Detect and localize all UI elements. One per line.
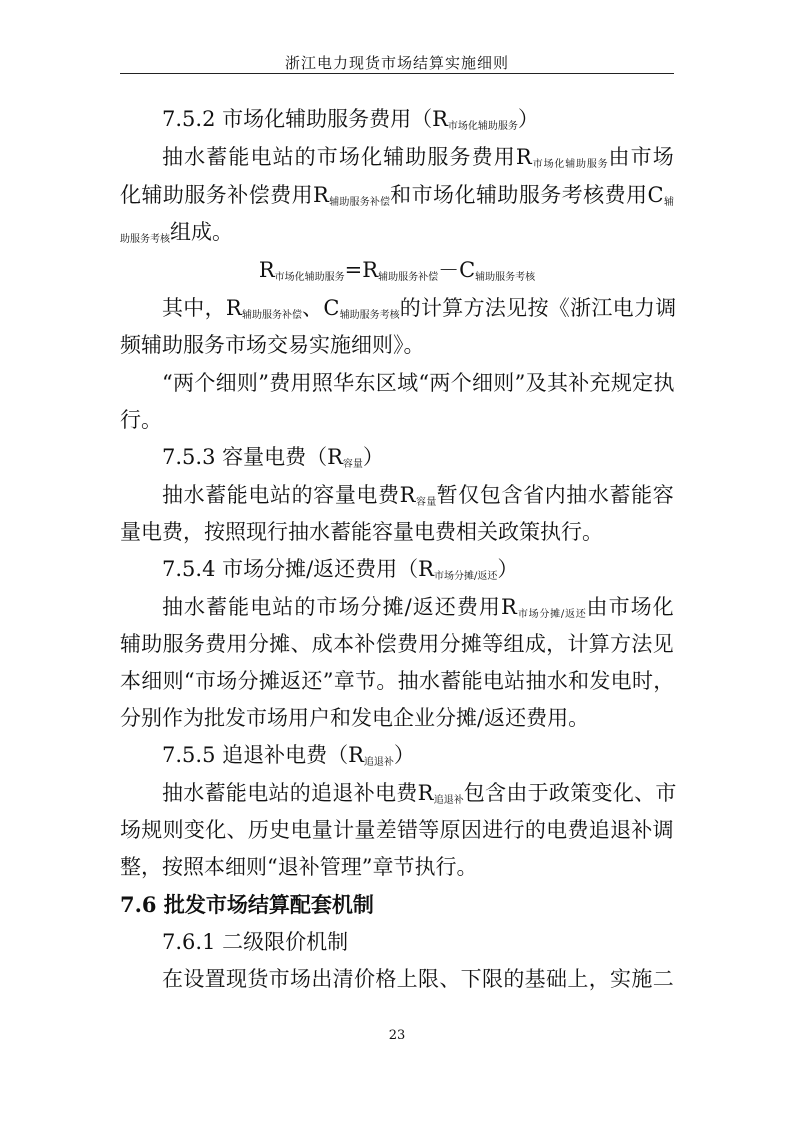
paragraph-line: “两个细则”费用照华东区域“两个细则”及其补充规定执 [162, 371, 675, 395]
paragraph-line: $_{助服务考核}$组成。 [120, 220, 233, 245]
paragraph-line: 行。 [120, 408, 162, 432]
paragraph-line: 本细则“市场分摊返还”章节。抽水蓄能电站抽水和发电时， [120, 669, 675, 693]
paragraph-line: 场规则变化、历史电量计量差错等原因进行的电费追退补调 [120, 818, 674, 842]
page-number: 23 [388, 1028, 406, 1043]
paragraph-line: 抽水蓄能电站的容量电费$R_{容量}$暂仅包含省内抽水蓄能容 [162, 483, 674, 508]
paragraph-line: 化辅助服务补偿费用$R_{辅助服务补偿}$和市场化辅助服务考核费用$C_辅$ [120, 183, 675, 208]
subsection-heading-7-6-1: 7.6.1 二级限价机制 [162, 930, 349, 954]
header-divider [120, 73, 674, 74]
subsection-heading-7-5-5: 7.5.5 追退补电费$(R_{追退补})$ [162, 743, 415, 768]
running-header: 浙江电力现货市场结算实施细则 [284, 54, 509, 72]
subsection-heading-7-5-4: 7.5.4 市场分摊/返还费用$(R_{市场分摊/返还})$ [162, 557, 519, 582]
paragraph-line: 其中，$R_{辅助服务补偿}$、$C_{辅助服务考核}$的计算方法见按《浙江电力调 [162, 296, 677, 321]
paragraph-line: 抽水蓄能电站的市场分摊/返还费用$R_{市场分摊/返还}$由市场化 [162, 595, 674, 620]
paragraph-line: 抽水蓄能电站的市场化辅助服务费用$R_{市场化辅助服务}$由市场 [162, 145, 674, 170]
formula: $R_{市场化辅助服务}=R_{辅助服务补偿}-C_{辅助服务考核}$ [258, 258, 536, 283]
paragraph-line: 分别作为批发市场用户和发电企业分摊/返还费用。 [120, 706, 590, 730]
section-heading-7-6: 7.6 批发市场结算配套机制 [120, 892, 374, 917]
paragraph-line: 抽水蓄能电站的追退补电费$R_{追退补}$包含由于政策变化、市 [162, 781, 677, 806]
paragraph-line: 频辅助服务市场交易实施细则》。 [120, 333, 425, 357]
paragraph-line: 在设置现货市场出清价格上限、下限的基础上，实施二 [162, 967, 674, 991]
subsection-heading-7-5-3: 7.5.3 容量电费$(R_{容量})$ [162, 445, 384, 470]
paragraph-line: 辅助服务费用分摊、成本补偿费用分摊等组成，计算方法见 [120, 632, 674, 656]
paragraph-line: 整，按照本细则“退补管理”章节执行。 [120, 855, 478, 879]
paragraph-line: 量电费，按照现行抽水蓄能容量电费相关政策执行。 [120, 520, 603, 544]
subsection-heading-7-5-2: 7.5.2 市场化辅助服务费用$(R_{市场化辅助服务})$ [162, 107, 539, 132]
